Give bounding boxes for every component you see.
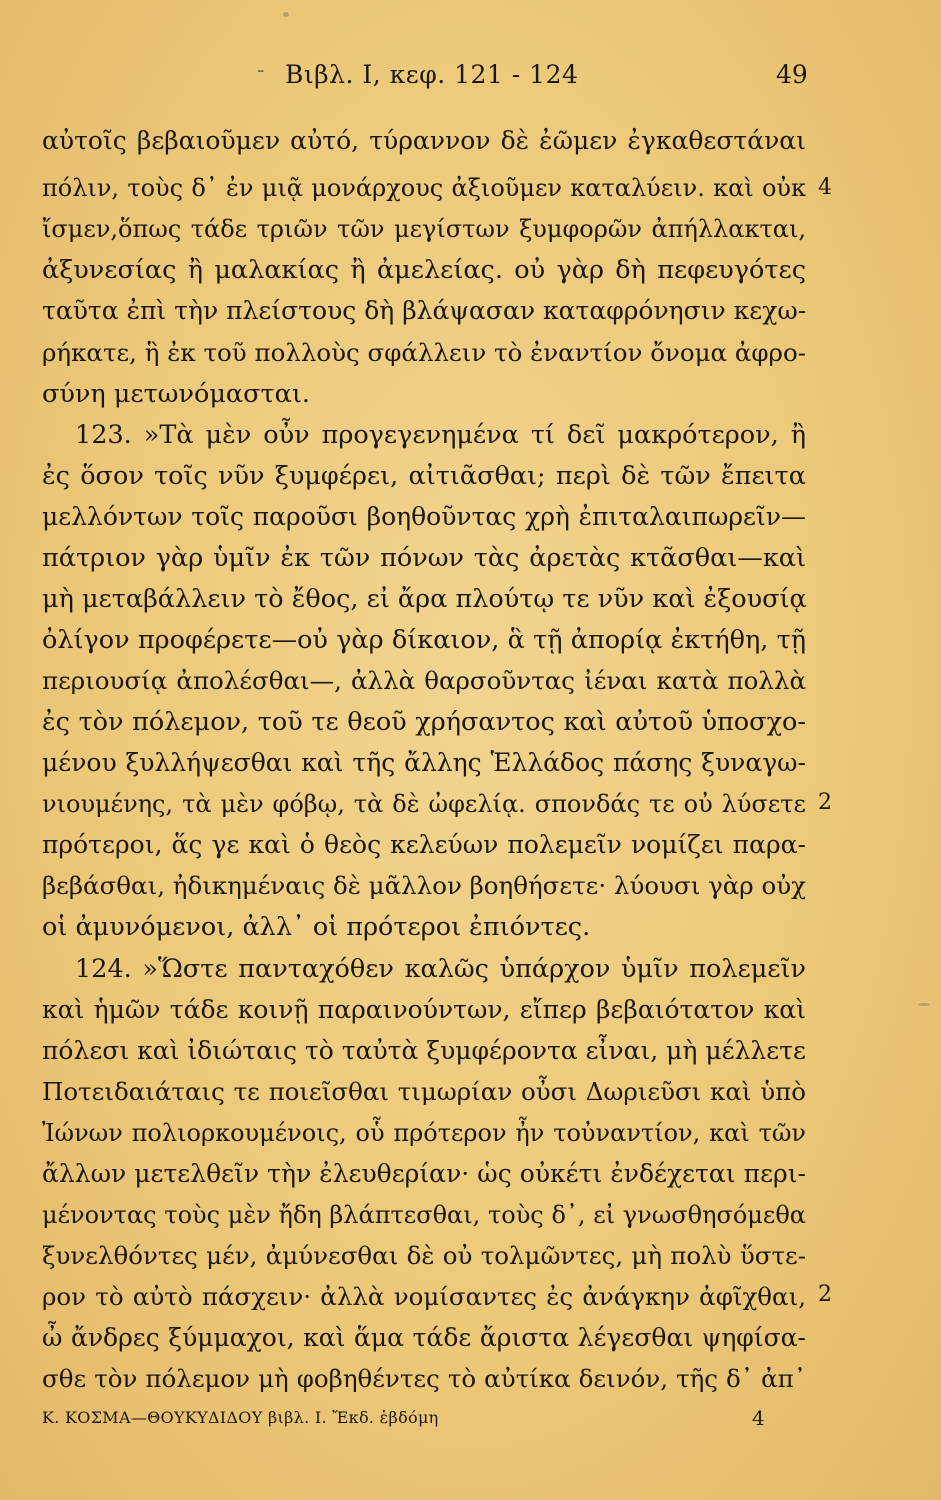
text-line: ἐς ὅσον τοῖς νῦν ξυμφέρει, αἰτιᾶσθαι; περὶ δὲ τῶν ἔπειτα (42, 461, 806, 491)
text-line: μελλόντων τοῖς παροῦσι βοηθοῦντας χρὴ ἐπιταλαιπωρεῖν— (42, 502, 806, 531)
text-line: Ποτειδαιάταις τε ποιεῖσθαι τιμωρίαν οὖσι Δωριεῦσι καὶ ὑπὸ (42, 1077, 806, 1106)
margin-section-number: 4 (818, 175, 832, 200)
text-line: ξυνελθόντες μέν, ἀμύνεσθαι δὲ οὐ τολμῶντες, μὴ πολὺ ὕστε- (42, 1241, 806, 1270)
text-line: ρήκατε, ἣ ἐκ τοῦ πολλοὺς σφάλλειν τὸ ἐναντίον ὄνομα ἀφρο- (42, 338, 806, 367)
text-line: οἱ ἀμυνόμενοι, ἀλλ᾽ οἱ πρότεροι ἐπιόντες. (42, 912, 591, 942)
text-line: πάτριον γὰρ ὑμῖν ἐκ τῶν πόνων τὰς ἀρετὰς κτᾶσθαι—καὶ (42, 543, 806, 573)
text-line: μένου ξυλλήψεσθαι καὶ τῆς ἄλλης Ἑλλάδος πάσης ξυναγω- (42, 748, 806, 777)
section-123-start: 123. »Τὰ μὲν οὖν προγεγενημένα τί δεῖ μακρότερον, ἢ (75, 420, 806, 450)
paper-speck (918, 1003, 930, 1006)
margin-section-number: 2 (818, 790, 832, 815)
paper-speck (283, 12, 289, 17)
text-line: ἄλλων μετελθεῖν τὴν ἐλευθερίαν· ὡς οὐκέτι ἐνδέχεται περι- (42, 1159, 806, 1188)
margin-section-number: 2 (818, 1282, 832, 1307)
text-line: μένοντας τοὺς μὲν ἤδη βλάπτεσθαι, τοὺς δ᾽, εἰ γνωσθησόμεθα (42, 1201, 806, 1229)
printer-signature: Κ. ΚΟΣΜΑ—ΘΟΥΚΥΔΙΔΟΥ βιβλ. Ι. Ἔκδ. ἑβδόμη (42, 1408, 439, 1427)
page-footer (0, 1408, 941, 1438)
text-line: ὦ ἄνδρες ξύμμαχοι, καὶ ἅμα τάδε ἄριστα λέγεσθαι ψηφίσα- (42, 1323, 806, 1352)
running-title: Βιβλ. Ι, κεφ. 121 - 124 (285, 60, 579, 89)
text-line: σύνη μετωνόμασται. (42, 379, 310, 409)
text-line: νιουμένης, τὰ μὲν φόβῳ, τὰ δὲ ὠφελίᾳ. σπονδάς τε οὐ λύσετε (42, 790, 806, 818)
text-line: αὐτοῖς βεβαιοῦμεν αὐτό, τύραννον δὲ ἐῶμεν ἐγκαθεστάναι (42, 126, 806, 155)
text-line: Ἰώνων πολιορκουμένοις, οὗ πρότερον ἦν τοὐναντίον, καὶ τῶν (42, 1119, 806, 1147)
text-line: ἐς τὸν πόλεμον, τοῦ τε θεοῦ χρήσαντος καὶ αὐτοῦ ὑποσχο- (42, 707, 806, 737)
section-124-start: 124. »Ὥστε πανταχόθεν καλῶς ὑπάρχον ὑμῖν πολεμεῖν (75, 954, 806, 984)
header-dash: - (257, 58, 265, 83)
sheet-number: 4 (752, 1406, 765, 1430)
text-line: ὀλίγον προφέρετε—οὐ γὰρ δίκαιον, ἃ τῇ ἀπορίᾳ ἐκτήθη, τῇ (42, 625, 806, 655)
text-line: περιουσίᾳ ἀπολέσθαι—, ἀλλὰ θαρσοῦντας ἰέναι κατὰ πολλὰ (42, 666, 806, 695)
running-header (0, 60, 941, 100)
text-line: βεβάσθαι, ἠδικημέναις δὲ μᾶλλον βοηθήσετε· λύουσι γὰρ οὐχ (42, 871, 806, 900)
text-line: ἴσμεν,ὅπως τάδε τριῶν τῶν μεγίστων ξυμφορῶν ἀπήλλακται, (42, 215, 806, 243)
text-line: πόλιν, τοὺς δ᾽ ἐν μιᾷ μονάρχους ἀξιοῦμεν καταλύειν. καὶ οὐκ (42, 174, 806, 202)
text-line: καὶ ἡμῶν τάδε κοινῇ παραινούντων, εἴπερ βεβαιότατον καὶ (42, 995, 806, 1024)
text-line: ἀξυνεσίας ἢ μαλακίας ἢ ἀμελείας. οὐ γὰρ δὴ πεφευγότες (42, 255, 806, 285)
text-line: σθε τὸν πόλεμον μὴ φοβηθέντες τὸ αὐτίκα δεινόν, τῆς δ᾽ ἀπ᾽ (42, 1364, 806, 1393)
text-line: ταῦτα ἐπὶ τὴν πλείστους δὴ βλάψασαν καταφρόνησιν κεχω- (42, 296, 807, 325)
text-line: πόλεσι καὶ ἰδιώταις τὸ ταὐτὰ ξυμφέροντα εἶναι, μὴ μέλλετε (42, 1036, 806, 1065)
text-line: ρον τὸ αὐτὸ πάσχειν· ἀλλὰ νομίσαντες ἐς ἀνάγκην ἀφῖχθαι, (42, 1282, 806, 1311)
page-number: 49 (776, 60, 808, 89)
text-line: μὴ μεταβάλλειν τὸ ἔθος, εἰ ἄρα πλούτῳ τε νῦν καὶ ἐξουσίᾳ (42, 584, 807, 614)
text-line: πρότεροι, ἅς γε καὶ ὁ θεὸς κελεύων πολεμεῖν νομίζει παρα- (42, 830, 806, 859)
